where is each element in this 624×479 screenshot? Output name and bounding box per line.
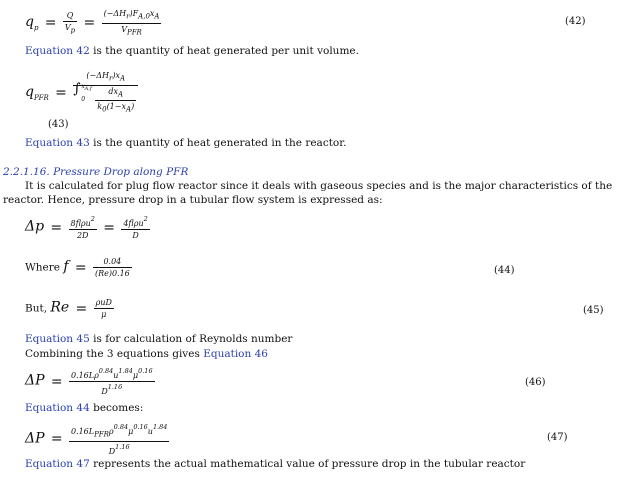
equation-45: But, Re = $\frac{\text{ρuD}}{\mu}$ — [25, 298, 112, 319]
eq43-lhs: $q_{PFR}$ — [25, 83, 49, 102]
paragraph-eq43-desc: Equation 43 is the quantity of heat generated in the reactor. — [25, 137, 347, 149]
paragraph-intro-line2: reactor. Hence, pressure drop in a tubular flow system is expressed as: — [3, 194, 383, 206]
eq42-frac1: $\frac{Q}{V_p}$ — [64, 10, 76, 35]
eqdp-frac2: $\frac{4fl\rho u^2}{D}$ — [123, 215, 148, 240]
equation-42: $q_p$ = $\frac{Q}{V_p}$ = $\frac{(-\Delta H_r)F_{A,0}x_A}{V_{PFR}}$ — [25, 9, 160, 37]
eq47-tag: (47) — [547, 432, 568, 443]
eq46-frac: $\frac{0.16L\rho^{0.84}u^{1.84}\mu^{0.16}}{D^{1.16}}$ — [70, 367, 153, 396]
eq44-link[interactable]: Equation 44 — [25, 402, 90, 414]
section-heading: 2.2.1.16. Pressure Drop along PFR — [3, 166, 189, 178]
equation-47: ΔP = $\frac{0.16L_{PFR}\rho^{0.84}\mu^{0.16}u^{1.84}}{D^{1.16}}$ — [25, 423, 168, 456]
eq42-frac2: $\frac{(-\Delta H_r)F_{A,0}x_A}{V_{PFR}}$ — [103, 9, 160, 37]
eq46-link[interactable]: Equation 46 — [203, 348, 268, 360]
eq47-link[interactable]: Equation 47 — [25, 458, 90, 470]
paragraph-eq45-desc: Equation 45 is for calculation of Reynolds number — [25, 333, 293, 345]
eqdp-frac1: $\frac{8fl\rho u^2}{2D}$ — [70, 215, 95, 240]
eq45-link[interactable]: Equation 45 — [25, 333, 90, 345]
eq43-frac: $(-\Delta H_r)x_A$ ∫ $x_{A,f}$ 0 $\frac{dx_A}{k_0(1-x_A)}$ — [73, 70, 138, 116]
equation-43: $q_{PFR}$ = $(-\Delta H_r)x_A$ ∫ $x_{A,f}$ 0 $\frac{dx_A}{k_0(1-x_A)}$ — [25, 70, 138, 116]
eq44-frac: $\frac{0.04}{(Re)0.16}$ — [94, 257, 130, 278]
eq43-tag: (43) — [48, 119, 69, 130]
eq46-tag: (46) — [525, 377, 546, 388]
equation-46: ΔP = $\frac{0.16L\rho^{0.84}u^{1.84}\mu^{0.16}}{D^{1.16}}$ — [25, 367, 153, 396]
eq42-lhs: $q_p$ — [25, 14, 39, 32]
eq47-frac: $\frac{0.16L_{PFR}\rho^{0.84}\mu^{0.16}u^{1.84}}{D^{1.16}}$ — [70, 423, 168, 456]
equation-pressure-drop: Δp = $\frac{8fl\rho u^2}{2D}$ = $\frac{4fl\rho u^2}{D}$ — [25, 215, 148, 240]
paragraph-eq44-becomes: Equation 44 becomes: — [25, 402, 144, 414]
eq44-tag: (44) — [494, 265, 515, 276]
equation-44: Where f = $\frac{0.04}{(Re)0.16}$ — [25, 257, 130, 278]
eq45-frac: $\frac{\text{ρuD}}{\mu}$ — [95, 298, 112, 319]
eq43-link[interactable]: Equation 43 — [25, 137, 90, 149]
paragraph-intro-line1: It is calculated for plug flow reactor since it deals with gaseous species and is the major characteristics of the — [25, 180, 613, 192]
eq42-link[interactable]: Equation 42 — [25, 45, 90, 57]
eq45-tag: (45) — [583, 305, 604, 316]
paragraph-combining: Combining the 3 equations gives Equation 46 — [25, 348, 268, 360]
paragraph-eq42-desc: Equation 42 is the quantity of heat generated per unit volume. — [25, 45, 359, 57]
paragraph-eq47-desc: Equation 47 represents the actual mathematical value of pressure drop in the tubular reactor — [25, 458, 526, 470]
eq42-tag: (42) — [565, 16, 586, 27]
